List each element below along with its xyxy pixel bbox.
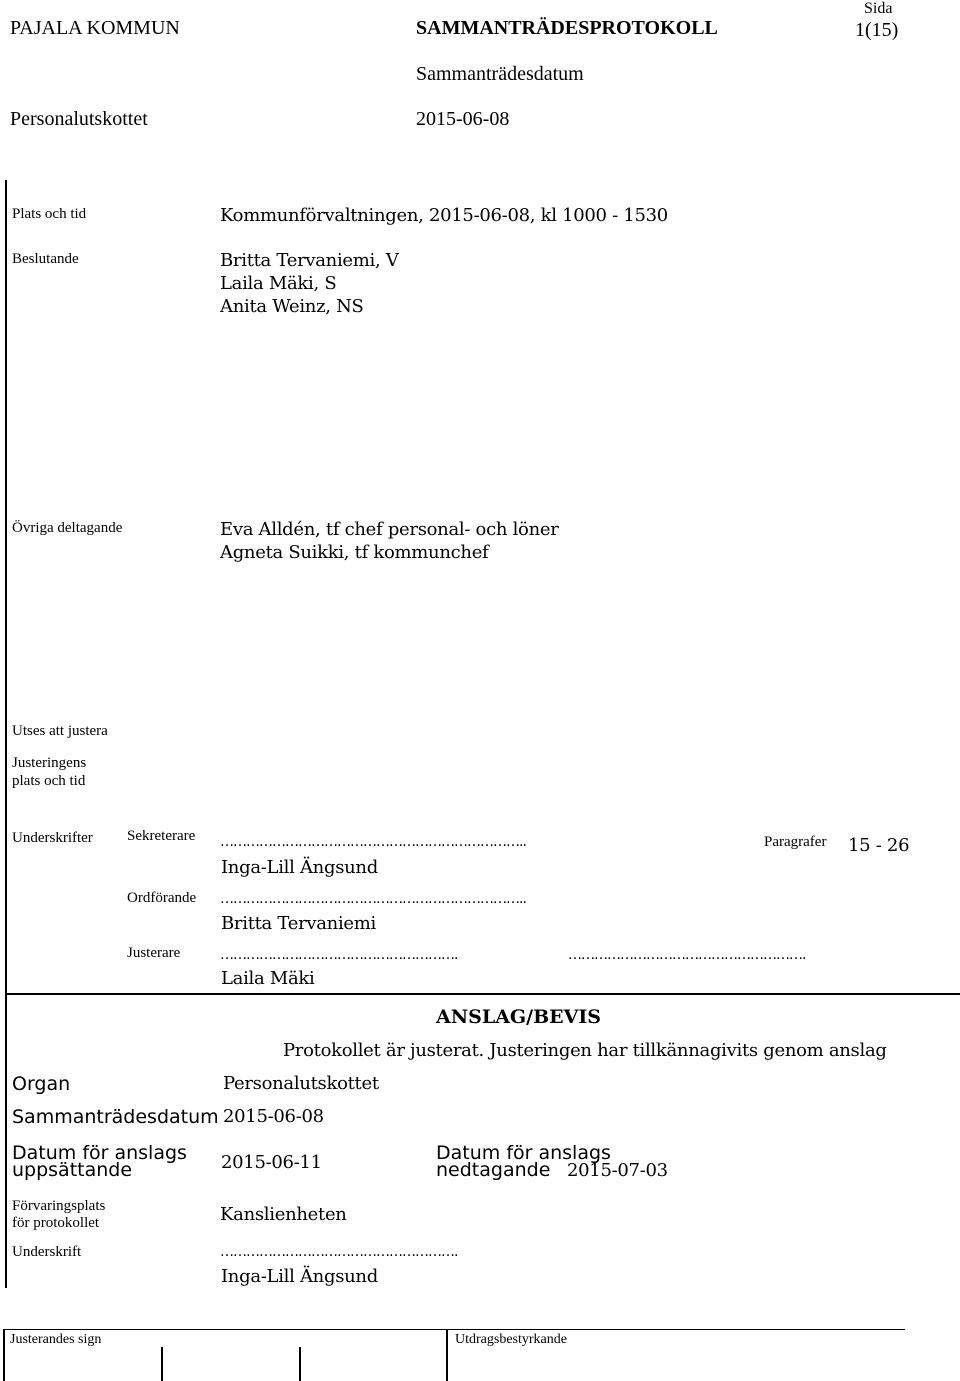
removed-date-label-2: nedtagande (436, 1159, 551, 1181)
adjusters-sign-label: Justerandes sign (10, 1332, 102, 1347)
paragraphs-label: Paragrafer (764, 834, 827, 850)
footer-top-line (3, 1329, 905, 1330)
deciding-member: Britta Tervaniemi, V (220, 250, 399, 271)
posted-date-label-2: uppsättande (12, 1159, 133, 1181)
footer-divider (3, 1330, 5, 1381)
adjust-place-label-1: Justeringens (12, 755, 87, 771)
adjuster-name: Laila Mäki (221, 968, 315, 989)
posted-date-value: 2015-06-11 (221, 1152, 322, 1173)
adjuster-signature-line: ………………………………………………. (220, 947, 458, 963)
removed-date-value: 2015-07-03 (567, 1160, 668, 1181)
meeting-date-value-lower: 2015-06-08 (223, 1106, 324, 1127)
place-label: Plats och tid (12, 206, 87, 222)
document-type: SAMMANTRÄDESPROTOKOLL (416, 17, 718, 39)
footer-divider (446, 1330, 448, 1381)
chair-name: Britta Tervaniemi (221, 913, 377, 934)
storage-label-1: Förvaringsplats (12, 1198, 106, 1214)
organ-label: Organ (12, 1073, 71, 1095)
notice-title: ANSLAG/BEVIS (436, 1006, 601, 1028)
meeting-date-label-lower: Sammanträdesdatum (12, 1106, 219, 1128)
meeting-date-label: Sammanträdesdatum (416, 63, 584, 85)
adjust-place-label-2: plats och tid (12, 773, 86, 789)
meeting-date: 2015-06-08 (416, 108, 510, 130)
extract-certify-label: Utdragsbestyrkande (455, 1332, 567, 1347)
adjust-label: Utses att justera (12, 723, 108, 739)
secretary-signature-line: …………………………………………………………….. (220, 834, 526, 850)
other-participant: Agneta Suikki, tf kommunchef (220, 542, 489, 563)
deciding-member: Anita Weinz, NS (220, 296, 364, 317)
notice-statement: Protokollet är justerat. Justeringen har tillkännagivits genom anslag (283, 1040, 887, 1061)
secretary-name: Inga-Lill Ängsund (221, 857, 378, 878)
signatures-label: Underskrifter (12, 830, 93, 846)
footer-divider (299, 1347, 301, 1381)
municipality-name: PAJALA KOMMUN (10, 17, 180, 39)
chair-role: Ordförande (127, 890, 197, 906)
paragraphs-value: 15 - 26 (848, 835, 910, 856)
signature-label: Underskrift (12, 1244, 82, 1260)
removed-date-label-1: Datum för anslags (436, 1142, 611, 1164)
signature-line: ………………………………………………. (220, 1244, 458, 1260)
storage-value: Kanslienheten (220, 1204, 347, 1225)
others-label: Övriga deltagande (12, 520, 123, 536)
section-divider (5, 993, 960, 995)
adjuster-role: Justerare (127, 945, 181, 961)
footer-divider (161, 1347, 163, 1381)
storage-label-2: för protokollet (12, 1215, 100, 1231)
chair-signature-line: …………………………………………………………….. (220, 891, 526, 907)
other-participant: Eva Alldén, tf chef personal- och löner (220, 519, 559, 540)
organ-value: Personalutskottet (223, 1073, 379, 1094)
committee-name: Personalutskottet (10, 108, 148, 130)
page-number: 1(15) (855, 19, 899, 41)
place-value: Kommunförvaltningen, 2015-06-08, kl 1000 - 1530 (220, 205, 668, 226)
page-label: Sida (864, 0, 893, 17)
signature-name: Inga-Lill Ängsund (221, 1266, 378, 1287)
deciding-label: Beslutande (12, 251, 79, 267)
second-adjuster-signature-line: ………………………………………………. (568, 947, 806, 963)
secretary-role: Sekreterare (127, 828, 196, 844)
left-border (5, 180, 7, 1288)
posted-date-label-1: Datum för anslags (12, 1142, 187, 1164)
deciding-member: Laila Mäki, S (220, 273, 337, 294)
